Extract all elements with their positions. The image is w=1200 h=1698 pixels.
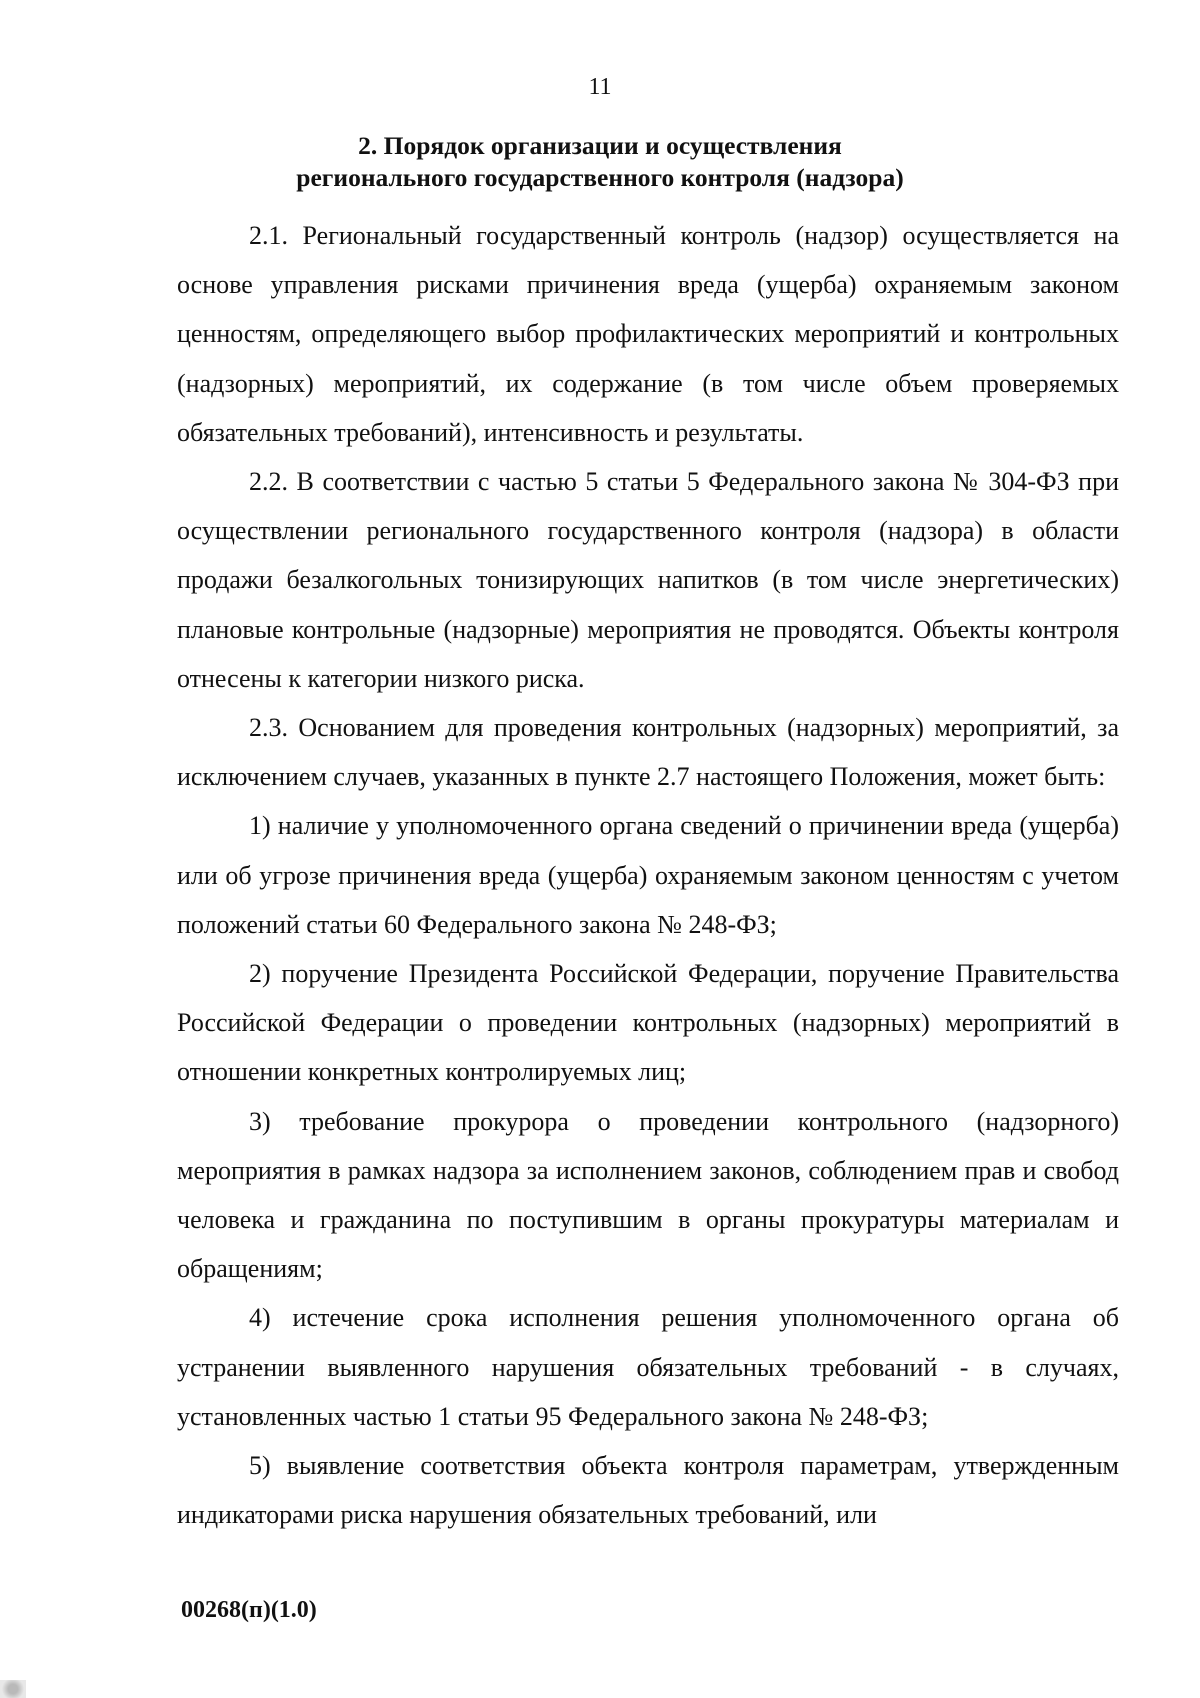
- section-title-line-1: 2. Порядок организации и осуществления: [358, 131, 842, 160]
- paragraph-2-2: 2.2. В соответствии с частью 5 статьи 5 Федерального закона № 304-ФЗ при осуществлении регионального государственного контроля (надзора) в области продажи безалкогольных тонизирующих напитков (в том числе энергетических) плановые контрольные (надзорные) мероприятия не проводятся. Объекты контроля отнесены к категории низкого риска.: [177, 467, 1119, 693]
- page-number: 11: [588, 74, 612, 100]
- document-code: 00268(п)(1.0): [181, 1597, 317, 1623]
- document-body: [177, 211, 1119, 1539]
- scan-artifact: [0, 1680, 26, 1698]
- section-title: [0, 130, 1200, 194]
- paragraph-2-3: 2.3. Основанием для проведения контрольных (надзорных) мероприятий, за исключением случаев, указанных в пункте 2.7 настоящего Положения, может быть:: [177, 713, 1119, 792]
- list-item-5: 5) выявление соответствия объекта контроля параметрам, утвержденным индикаторами риска нарушения обязательных требований, или: [177, 1451, 1119, 1530]
- section-title-line-2: регионального государственного контроля (надзора): [296, 163, 904, 192]
- list-item-3: 3) требование прокурора о проведении контрольного (надзорного) мероприятия в рамках надзора за исполнением законов, соблюдением прав и свобод человека и гражданина по поступившим в органы прокуратуры материалам и обращениям;: [177, 1106, 1119, 1284]
- paragraph-2-1: 2.1. Региональный государственный контроль (надзор) осуществляется на основе управления рисками причинения вреда (ущерба) охраняемым законом ценностям, определяющего выбор профилактических мероприятий и контрольных (надзорных) мероприятий, их содержание (в том числе объем проверяемых обязательных требований), интенсивность и результаты.: [177, 221, 1119, 447]
- list-item-1: 1) наличие у уполномоченного органа сведений о причинении вреда (ущерба) или об угрозе причинения вреда (ущерба) охраняемым законом ценностям с учетом положений статьи 60 Федерального закона № 248-ФЗ;: [177, 811, 1119, 939]
- list-item-2: 2) поручение Президента Российской Федерации, поручение Правительства Российской Федерации о проведении контрольных (надзорных) мероприятий в отношении конкретных контролируемых лиц;: [177, 959, 1119, 1087]
- list-item-4: 4) истечение срока исполнения решения уполномоченного органа об устранении выявленного нарушения обязательных требований - в случаях, установленных частью 1 статьи 95 Федерального закона № 248-ФЗ;: [177, 1303, 1119, 1431]
